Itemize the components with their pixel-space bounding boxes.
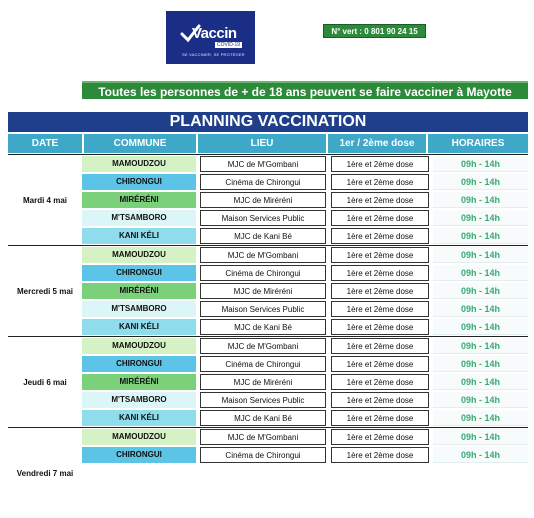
lieu-cell: MJC de Kani Bé [200,319,326,335]
hours-cell: 09h - 14h [433,265,528,281]
lieu-cell: Cinéma de Chirongui [200,356,326,372]
table-row [82,174,528,191]
commune-cell: MIRÉRÉNI [82,374,196,390]
dose-cell: 1ère et 2ème dose [331,374,429,390]
vaccination-schedule-table [8,154,528,518]
dose-cell: 1ère et 2ème dose [331,192,429,208]
table-row [82,374,528,391]
hours-cell: 09h - 14h [433,374,528,390]
hours-cell: 09h - 14h [433,429,528,445]
commune-cell: MAMOUDZOU [82,429,196,445]
lieu-cell: MJC de M'Gombani [200,247,326,263]
dose-cell: 1ère et 2ème dose [331,410,429,426]
table-row [82,356,528,373]
lieu-cell: MJC de Miréréni [200,283,326,299]
commune-cell: M'TSAMBORO [82,210,196,226]
commune-cell: KANI KÉLI [82,319,196,335]
table-row [82,319,528,336]
table-row [82,429,528,446]
hours-cell: 09h - 14h [433,210,528,226]
dose-cell: 1ère et 2ème dose [331,301,429,317]
hours-cell: 09h - 14h [433,283,528,299]
lieu-cell: MJC de Miréréni [200,192,326,208]
logo-title: Vaccin [192,25,237,42]
day-label: Mardi 4 mai [22,195,67,205]
dose-cell: 1ère et 2ème dose [331,447,429,463]
commune-cell: MAMOUDZOU [82,156,196,172]
commune-cell: MIRÉRÉNI [82,283,196,299]
lieu-cell: MJC de Miréréni [200,374,326,390]
lieu-cell: Maison Services Public [200,301,326,317]
hours-cell: 09h - 14h [433,228,528,244]
table-row [82,283,528,300]
dose-cell: 1ère et 2ème dose [331,174,429,190]
dose-cell: 1ère et 2ème dose [331,356,429,372]
table-row [82,392,528,409]
table-row [82,228,528,245]
commune-cell: MAMOUDZOU [82,338,196,354]
table-row [82,338,528,355]
hours-cell: 09h - 14h [433,174,528,190]
table-row [82,447,528,464]
lieu-cell: MJC de Kani Bé [200,410,326,426]
lieu-cell: Cinéma de Chirongui [200,174,326,190]
commune-cell: CHIRONGUI [82,174,196,190]
day-label: Mercredi 5 mai [16,286,74,296]
day-block [8,154,528,245]
logo-subtitle: COVID-19 [217,42,241,48]
commune-cell: M'TSAMBORO [82,301,196,317]
header-horaires: HORAIRES [428,134,528,153]
commune-cell: MIRÉRÉNI [82,192,196,208]
header-lieu: LIEU [198,134,326,153]
lieu-cell: Cinéma de Chirongui [200,265,326,281]
commune-cell: CHIRONGUI [82,356,196,372]
dose-cell: 1ère et 2ème dose [331,265,429,281]
header-commune: COMMUNE [84,134,196,153]
table-row [82,410,528,427]
dose-cell: 1ère et 2ème dose [331,319,429,335]
commune-cell: KANI KÉLI [82,410,196,426]
dose-cell: 1ère et 2ème dose [331,338,429,354]
hotline-badge: N° vert : 0 801 90 24 15 [323,24,426,38]
day-block [8,245,528,336]
day-label: Vendredi 7 mai [16,468,74,478]
dose-cell: 1ère et 2ème dose [331,228,429,244]
dose-cell: 1ère et 2ème dose [331,392,429,408]
table-row [82,265,528,282]
table-row [82,301,528,318]
commune-cell: KANI KÉLI [82,228,196,244]
dose-cell: 1ère et 2ème dose [331,247,429,263]
lieu-cell: MJC de M'Gombani [200,338,326,354]
header-date: DATE [8,134,82,153]
lieu-cell: Cinéma de Chirongui [200,447,326,463]
commune-cell: MAMOUDZOU [82,247,196,263]
hours-cell: 09h - 14h [433,192,528,208]
dose-cell: 1ère et 2ème dose [331,283,429,299]
table-row [82,192,528,209]
logo-tagline: SE VACCINER, SE PROTÉGER [182,52,245,57]
lieu-cell: Maison Services Public [200,392,326,408]
lieu-cell: MJC de M'Gombani [200,429,326,445]
eligibility-banner: Toutes les personnes de + de 18 ans peuvent se faire vacciner à Mayotte [82,81,528,99]
vaccin-covid-logo [166,11,255,64]
commune-cell: M'TSAMBORO [82,392,196,408]
hours-cell: 09h - 14h [433,338,528,354]
day-label: Jeudi 6 mai [23,377,67,387]
page-title: PLANNING VACCINATION [8,112,528,132]
header-dose: 1er / 2ème dose [328,134,426,153]
commune-cell: CHIRONGUI [82,265,196,281]
hours-cell: 09h - 14h [433,356,528,372]
table-row [82,210,528,227]
dose-cell: 1ère et 2ème dose [331,210,429,226]
hours-cell: 09h - 14h [433,447,528,463]
dose-cell: 1ère et 2ème dose [331,156,429,172]
day-block [8,427,528,518]
lieu-cell: MJC de Kani Bé [200,228,326,244]
hours-cell: 09h - 14h [433,301,528,317]
table-row [82,156,528,173]
hours-cell: 09h - 14h [433,247,528,263]
day-block [8,336,528,427]
lieu-cell: MJC de M'Gombani [200,156,326,172]
dose-cell: 1ère et 2ème dose [331,429,429,445]
hours-cell: 09h - 14h [433,156,528,172]
table-row [82,247,528,264]
hours-cell: 09h - 14h [433,392,528,408]
hours-cell: 09h - 14h [433,319,528,335]
hours-cell: 09h - 14h [433,410,528,426]
lieu-cell: Maison Services Public [200,210,326,226]
commune-cell: CHIRONGUI [82,447,196,463]
